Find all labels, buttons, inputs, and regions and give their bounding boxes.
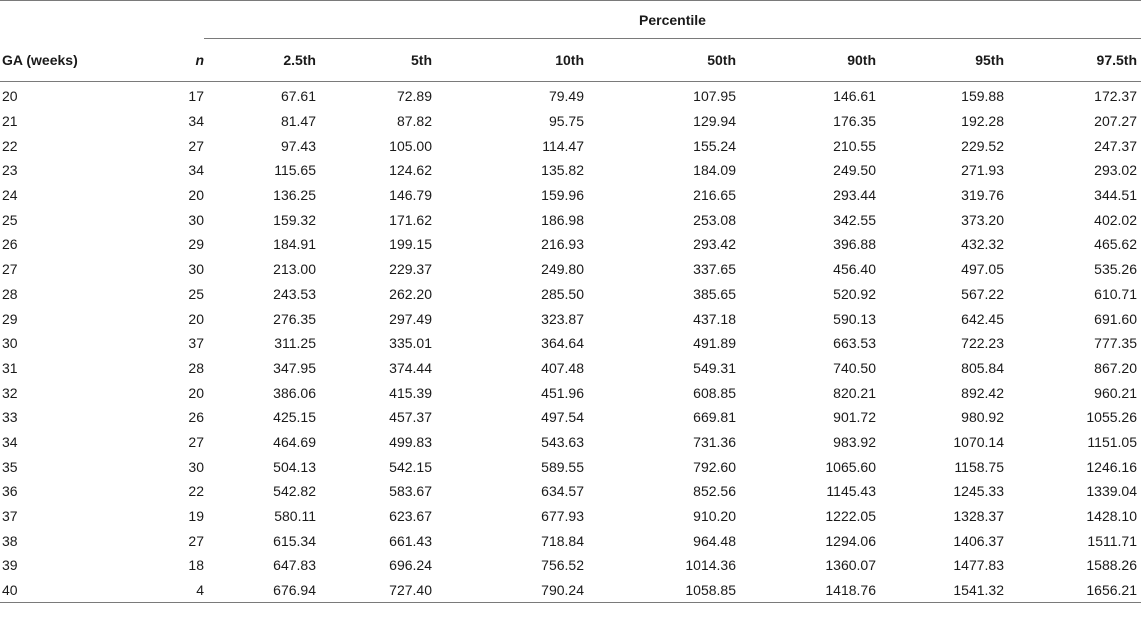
p50-cell: 608.85	[693, 384, 736, 401]
ga-cell: 27	[2, 261, 18, 278]
p2-5-cell: 647.83	[273, 557, 316, 574]
p90-cell: 590.13	[833, 310, 876, 327]
table-row	[0, 553, 1141, 578]
p50-cell: 385.65	[693, 285, 736, 302]
p50-cell: 216.65	[693, 187, 736, 204]
p95-cell: 805.84	[961, 359, 1004, 376]
p10-cell: 159.96	[541, 187, 584, 204]
percentile-header-5: 5th	[320, 39, 436, 82]
table-row	[0, 331, 1141, 356]
ga-cell: 24	[2, 187, 18, 204]
p90-cell: 249.50	[833, 162, 876, 179]
n-cell: 34	[188, 113, 204, 130]
ga-cell: 34	[2, 433, 18, 450]
p5-cell: 623.67	[389, 508, 432, 525]
p2-5-cell: 464.69	[273, 433, 316, 450]
p95-cell: 159.88	[961, 88, 1004, 105]
ga-cell: 22	[2, 137, 18, 154]
p10-cell: 589.55	[541, 458, 584, 475]
p2-5-cell: 425.15	[273, 409, 316, 426]
ga-cell: 20	[2, 88, 18, 105]
p50-cell: 491.89	[693, 335, 736, 352]
p2-5-cell: 136.25	[273, 187, 316, 204]
n-cell: 26	[188, 409, 204, 426]
percentile-header-50: 50th	[588, 39, 740, 82]
p95-cell: 229.52	[961, 137, 1004, 154]
n-cell: 29	[188, 236, 204, 253]
table-row	[0, 504, 1141, 529]
ga-cell: 30	[2, 335, 18, 352]
ga-cell: 28	[2, 285, 18, 302]
p2-5-cell: 615.34	[273, 532, 316, 549]
table-row	[0, 82, 1141, 109]
p2-5-cell: 97.43	[280, 137, 316, 154]
p95-cell: 980.92	[961, 409, 1004, 426]
p90-cell: 740.50	[833, 359, 876, 376]
p97-5-cell: 172.37	[1094, 88, 1137, 105]
p50-cell: 549.31	[693, 359, 736, 376]
p10-cell: 114.47	[542, 137, 584, 154]
p10-cell: 95.75	[548, 113, 584, 130]
p50-cell: 253.08	[693, 211, 736, 228]
p5-cell: 199.15	[389, 236, 432, 253]
p97-5-cell: 293.02	[1094, 162, 1137, 179]
p2-5-cell: 184.91	[273, 236, 316, 253]
ga-column-header: GA (weeks)	[0, 39, 152, 82]
p95-cell: 1541.32	[880, 578, 1008, 603]
p90-cell: 1294.06	[825, 532, 876, 549]
p2-5-cell: 676.94	[204, 578, 320, 603]
p5-cell: 499.83	[389, 433, 432, 450]
table-row	[0, 430, 1141, 455]
p2-5-cell: 311.25	[274, 335, 316, 352]
ga-cell: 21	[2, 113, 18, 130]
n-cell: 30	[188, 261, 204, 278]
p5-cell: 661.43	[389, 532, 432, 549]
p90-cell: 520.92	[833, 285, 876, 302]
p95-cell: 271.93	[961, 162, 1004, 179]
table-row	[0, 158, 1141, 183]
p10-cell: 135.82	[541, 162, 584, 179]
p2-5-cell: 504.13	[273, 458, 316, 475]
table-row	[0, 454, 1141, 479]
p50-cell: 129.94	[693, 113, 736, 130]
p10-cell: 677.93	[541, 508, 584, 525]
p50-cell: 910.20	[693, 508, 736, 525]
p5-cell: 72.89	[396, 88, 432, 105]
p50-cell: 964.48	[693, 532, 736, 549]
n-cell: 27	[188, 137, 204, 154]
n-column-header: n	[152, 39, 204, 82]
n-cell: 22	[188, 483, 204, 500]
ga-cell: 35	[2, 458, 18, 475]
table-row	[0, 257, 1141, 282]
table-header	[0, 1, 1141, 82]
p5-cell: 105.00	[389, 137, 432, 154]
p10-cell: 323.87	[541, 310, 584, 327]
n-cell: 37	[188, 335, 204, 352]
n-cell: 20	[188, 384, 204, 401]
p50-cell: 669.81	[693, 409, 736, 426]
p10-cell: 634.57	[541, 483, 584, 500]
p90-cell: 1065.60	[825, 458, 876, 475]
p95-cell: 892.42	[961, 384, 1004, 401]
p95-cell: 1158.75	[954, 458, 1004, 475]
p95-cell: 567.22	[961, 285, 1004, 302]
p95-cell: 192.28	[961, 113, 1004, 130]
header-column-row	[0, 39, 1141, 82]
n-cell: 30	[188, 211, 204, 228]
p50-cell: 437.18	[693, 310, 736, 327]
p95-cell: 1070.14	[953, 433, 1004, 450]
p97-5-cell: 247.37	[1094, 137, 1137, 154]
percentile-header-2-5: 2.5th	[204, 39, 320, 82]
ga-cell: 32	[2, 384, 18, 401]
p5-cell: 415.39	[389, 384, 432, 401]
header-group-row	[0, 1, 1141, 39]
p5-cell: 374.44	[389, 359, 432, 376]
header-spacer	[0, 1, 152, 39]
p10-cell: 790.24	[436, 578, 588, 603]
p95-cell: 373.20	[961, 211, 1004, 228]
n-cell: 28	[188, 359, 204, 376]
ga-cell: 40	[0, 578, 152, 603]
p95-cell: 642.45	[961, 310, 1004, 327]
p97-5-cell: 1511.71	[1087, 532, 1137, 549]
p97-5-cell: 1428.10	[1086, 508, 1137, 525]
p95-cell: 432.32	[961, 236, 1004, 253]
ga-cell: 23	[2, 162, 18, 179]
p90-cell: 1222.05	[825, 508, 876, 525]
p95-cell: 1328.37	[953, 508, 1004, 525]
percentile-header-10: 10th	[436, 39, 588, 82]
p5-cell: 583.67	[389, 483, 432, 500]
table-row	[0, 183, 1141, 208]
p97-5-cell: 344.51	[1094, 187, 1137, 204]
p97-5-cell: 402.02	[1094, 211, 1137, 228]
p50-cell: 792.60	[693, 458, 736, 475]
p97-5-cell: 867.20	[1094, 359, 1137, 376]
p97-5-cell: 535.26	[1094, 261, 1137, 278]
p97-5-cell: 1339.04	[1086, 483, 1137, 500]
p2-5-cell: 580.11	[274, 508, 316, 525]
p90-cell: 146.61	[833, 88, 876, 105]
p90-cell: 342.55	[833, 211, 876, 228]
p97-5-cell: 960.21	[1094, 384, 1137, 401]
table-row	[0, 479, 1141, 504]
p2-5-cell: 159.32	[273, 211, 316, 228]
p50-cell: 155.24	[693, 137, 736, 154]
n-cell: 30	[188, 458, 204, 475]
percentile-header-90: 90th	[740, 39, 880, 82]
table-row	[0, 232, 1141, 257]
p5-cell: 457.37	[389, 409, 432, 426]
p90-cell: 293.44	[833, 187, 876, 204]
n-cell: 19	[188, 508, 204, 525]
p50-cell: 852.56	[693, 483, 736, 500]
p97-5-cell: 207.27	[1094, 113, 1137, 130]
p10-cell: 285.50	[541, 285, 584, 302]
p97-5-cell: 465.62	[1094, 236, 1137, 253]
ga-cell: 36	[2, 483, 18, 500]
p50-cell: 337.65	[693, 261, 736, 278]
p90-cell: 983.92	[833, 433, 876, 450]
p2-5-cell: 213.00	[273, 261, 316, 278]
p50-cell: 107.95	[693, 88, 736, 105]
p2-5-cell: 81.47	[280, 113, 316, 130]
p50-cell: 1058.85	[588, 578, 740, 603]
table-row	[0, 133, 1141, 158]
ga-cell: 25	[2, 211, 18, 228]
p10-cell: 407.48	[541, 359, 584, 376]
p50-cell: 1014.36	[685, 557, 736, 574]
p97-5-cell: 610.71	[1094, 285, 1137, 302]
p5-cell: 335.01	[389, 335, 432, 352]
ga-cell: 33	[2, 409, 18, 426]
p2-5-cell: 386.06	[273, 384, 316, 401]
p97-5-cell: 1588.26	[1086, 557, 1137, 574]
table-row	[0, 528, 1141, 553]
n-cell: 27	[188, 532, 204, 549]
p10-cell: 756.52	[541, 557, 584, 574]
p5-cell: 146.79	[389, 187, 432, 204]
p50-cell: 293.42	[693, 236, 736, 253]
ga-cell: 29	[2, 310, 18, 327]
table-row	[0, 282, 1141, 307]
header-spacer	[152, 1, 204, 39]
p2-5-cell: 542.82	[273, 483, 316, 500]
p10-cell: 451.96	[541, 384, 584, 401]
p10-cell: 79.49	[548, 88, 584, 105]
p95-cell: 722.23	[961, 335, 1004, 352]
p97-5-cell: 691.60	[1094, 310, 1137, 327]
n-cell: 20	[188, 187, 204, 204]
p95-cell: 1245.33	[953, 483, 1004, 500]
p2-5-cell: 67.61	[280, 88, 316, 105]
table-row	[0, 109, 1141, 134]
p10-cell: 543.63	[541, 433, 584, 450]
p50-cell: 731.36	[693, 433, 736, 450]
table-row	[0, 306, 1141, 331]
n-cell: 4	[152, 578, 204, 603]
percentile-group-header: Percentile	[204, 1, 1141, 39]
p90-cell: 901.72	[833, 409, 876, 426]
p2-5-cell: 347.95	[273, 359, 316, 376]
ga-cell: 37	[2, 508, 18, 525]
p95-cell: 319.76	[961, 187, 1004, 204]
p10-cell: 186.98	[541, 211, 584, 228]
ga-cell: 38	[2, 532, 18, 549]
p90-cell: 176.35	[833, 113, 876, 130]
p95-cell: 497.05	[961, 261, 1004, 278]
p97-5-cell: 1151.05	[1087, 433, 1137, 450]
percentile-header-97-5: 97.5th	[1008, 39, 1141, 82]
table-row	[0, 356, 1141, 381]
p10-cell: 497.54	[541, 409, 584, 426]
p10-cell: 718.84	[541, 532, 584, 549]
table-row	[0, 207, 1141, 232]
p5-cell: 727.40	[320, 578, 436, 603]
p5-cell: 124.62	[389, 162, 432, 179]
ga-cell: 26	[2, 236, 18, 253]
p5-cell: 696.24	[389, 557, 432, 574]
ga-cell: 31	[2, 359, 18, 376]
p5-cell: 229.37	[389, 261, 432, 278]
p2-5-cell: 276.35	[273, 310, 316, 327]
table-row	[0, 578, 1141, 603]
p90-cell: 1418.76	[740, 578, 880, 603]
p10-cell: 249.80	[541, 261, 584, 278]
p2-5-cell: 115.65	[274, 162, 316, 179]
p90-cell: 1145.43	[826, 483, 876, 500]
p5-cell: 262.20	[389, 285, 432, 302]
n-cell: 20	[188, 310, 204, 327]
p97-5-cell: 777.35	[1094, 335, 1137, 352]
p90-cell: 396.88	[833, 236, 876, 253]
p90-cell: 210.55	[833, 137, 876, 154]
table-row	[0, 380, 1141, 405]
p90-cell: 456.40	[833, 261, 876, 278]
p10-cell: 364.64	[541, 335, 584, 352]
p97-5-cell: 1246.16	[1086, 458, 1137, 475]
p95-cell: 1477.83	[953, 557, 1004, 574]
p90-cell: 1360.07	[825, 557, 876, 574]
ga-cell: 39	[2, 557, 18, 574]
n-cell: 25	[188, 285, 204, 302]
p5-cell: 171.62	[389, 211, 432, 228]
n-cell: 34	[188, 162, 204, 179]
table-body	[0, 82, 1141, 603]
n-cell: 17	[188, 88, 204, 105]
p97-5-cell: 1055.26	[1086, 409, 1137, 426]
p50-cell: 184.09	[693, 162, 736, 179]
p5-cell: 542.15	[389, 458, 432, 475]
percentile-header-95: 95th	[880, 39, 1008, 82]
p5-cell: 87.82	[396, 113, 432, 130]
table-row	[0, 405, 1141, 430]
n-cell: 27	[188, 433, 204, 450]
p5-cell: 297.49	[389, 310, 432, 327]
p2-5-cell: 243.53	[273, 285, 316, 302]
p90-cell: 820.21	[833, 384, 876, 401]
p97-5-cell: 1656.21	[1008, 578, 1141, 603]
p95-cell: 1406.37	[953, 532, 1004, 549]
p10-cell: 216.93	[541, 236, 584, 253]
n-cell: 18	[188, 557, 204, 574]
p90-cell: 663.53	[833, 335, 876, 352]
